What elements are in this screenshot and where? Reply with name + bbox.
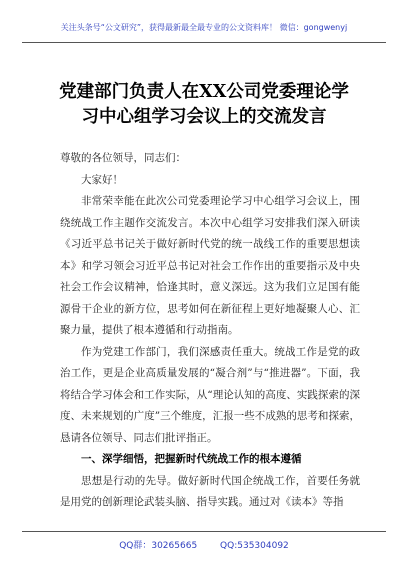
section-heading-1: 一、深学细悟，把握新时代统战工作的根本遵循 (81, 453, 302, 465)
page-header: 关注头条号“公文研究”，获得最新最全最专业的公文资料库！ 微信：gongwenyj (60, 23, 348, 32)
header-divider (22, 42, 386, 43)
paragraph-3: 思想是行动的先导。做好新时代国企统战工作，首要任务就是用党的创新理论武装头脑、指导实践。通过对《读本》等指 (60, 474, 360, 508)
document-body (60, 148, 360, 514)
salutation: 尊敬的各位领导，同志们： (60, 152, 186, 164)
paragraph-2: 作为党建工作部门，我们深感责任重大。统战工作是党的政治工作，更是企业高质量发展的“凝合剂”与“推进器”。下面，我将结合学习体会和工作实际，从“理论认知的高度、实践探索的深度、未来规划的广度”三个维度，汇报一些不成熟的思考和探索，恳请各位领导、同志们批评指正。 (60, 345, 360, 444)
footer-qq-group: QQ群：30265665 (119, 541, 198, 551)
paragraph-1: 非常荣幸能在此次公司党委理论学习中心组学习会议上，围绕统战工作主题作交流发言。本次中心组学习安排我们深入研读《习近平总书记关于做好新时代党的统一战线工作的重要思想读本》和学习领会习近平总书记对社会工作作出的重要指示及中央社会工作会议精神，恰逢其时，意义深远。这为我们立足国有能源骨干企业的新方位，思考如何在新征程上更好地凝聚人心、汇聚力量，提供了根本遵循和行动指南。 (60, 195, 360, 336)
page-footer (20, 538, 388, 551)
title-line-2: 习中心组学习会议上的交流发言 (81, 107, 327, 127)
title-line-1: 党建部门负责人在XX公司党委理论学 (59, 82, 349, 102)
footer-divider (22, 531, 386, 532)
footer-qq: QQ:535304092 (220, 541, 289, 551)
document-title (30, 80, 378, 130)
greeting: 大家好！ (81, 173, 123, 186)
